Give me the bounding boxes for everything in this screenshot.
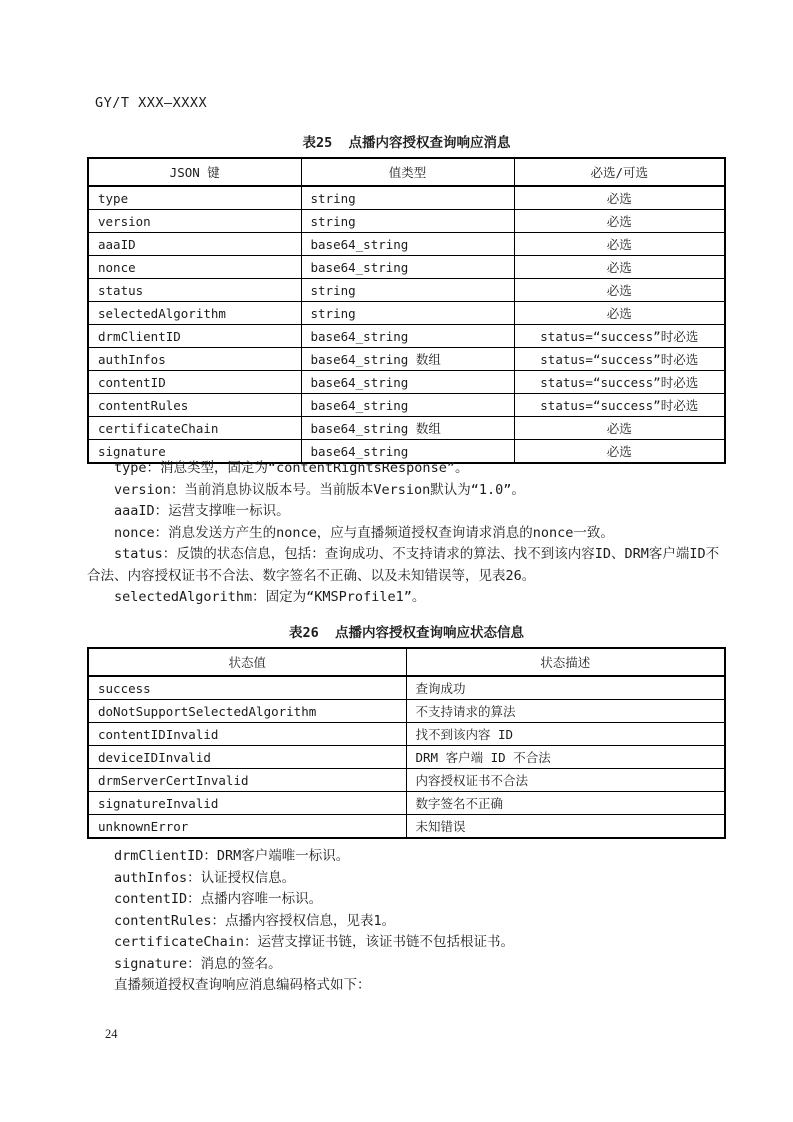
page-number: 24	[105, 1027, 118, 1041]
doc-code-header: GY/T XXX—XXXX	[95, 95, 208, 111]
table-cell: 不支持请求的算法	[406, 700, 725, 723]
note-line: type：消息类型，固定为“contentRightsResponse”。	[114, 460, 469, 476]
table-cell: 必选	[514, 186, 725, 210]
table-cell: drmServerCertInvalid	[88, 769, 406, 792]
table-cell: 必选	[514, 417, 725, 440]
table-row	[88, 792, 725, 815]
table-cell: 必选	[514, 233, 725, 256]
table-cell: status=“success”时必选	[514, 348, 725, 371]
table-row	[88, 676, 725, 700]
table26-body	[88, 676, 725, 838]
table-cell: aaaID	[88, 233, 301, 256]
table-row	[88, 700, 725, 723]
table-cell: selectedAlgorithm	[88, 302, 301, 325]
column-header-value-type: 值类型	[301, 158, 514, 186]
table25-caption	[87, 131, 726, 151]
table-cell: 必选	[514, 256, 725, 279]
header-row	[88, 648, 725, 676]
note-line: selectedAlgorithm：固定为“KMSProfile1”。	[114, 589, 426, 605]
table-row	[88, 279, 725, 302]
table-cell: type	[88, 186, 301, 210]
table-cell: string	[301, 210, 514, 233]
table26-title: 点播内容授权查询响应状态信息	[334, 625, 524, 641]
note-line: 直播频道授权查询响应消息编码格式如下：	[114, 977, 371, 993]
table-cell: contentIDInvalid	[88, 723, 406, 746]
table-row	[88, 302, 725, 325]
table-cell: certificateChain	[88, 417, 301, 440]
table-cell: authInfos	[88, 348, 301, 371]
table-cell: 必选	[514, 279, 725, 302]
table-cell: deviceIDInvalid	[88, 746, 406, 769]
note-line: aaaID：运营支撑唯一标识。	[114, 503, 290, 519]
table-cell: string	[301, 302, 514, 325]
table-cell: success	[88, 676, 406, 700]
note-line: contentRules：点播内容授权信息，见表1。	[114, 912, 396, 929]
table-cell: base64_string	[301, 233, 514, 256]
table-cell: string	[301, 186, 514, 210]
table-cell: 未知错误	[406, 815, 725, 839]
table-25	[87, 157, 726, 464]
table-row	[88, 815, 725, 839]
column-header-status-desc: 状态描述	[406, 648, 725, 676]
table-row	[88, 186, 725, 210]
table-row	[88, 233, 725, 256]
table25-label: 表25	[302, 135, 333, 151]
table-row	[88, 394, 725, 417]
column-header-required: 必选/可选	[514, 158, 725, 186]
note-line: nonce：消息发送方产生的nonce，应与直播频道授权查询请求消息的nonce一致。	[114, 524, 614, 541]
table-cell: 数字签名不正确	[406, 792, 725, 815]
note-line: status：反馈的状态信息，包括：查询成功、不支持请求的算法、找不到该内容ID、DRM客户端ID不合法、内容授权证书不合法、数字签名不正确、以及未知错误等，见表26。	[87, 546, 720, 584]
table26-caption	[87, 621, 726, 641]
table-cell: doNotSupportSelectedAlgorithm	[88, 700, 406, 723]
table25-body	[88, 186, 725, 463]
note-line: certificateChain：运营支撑证书链，该证书链不包括根证书。	[114, 934, 515, 950]
column-header-status-value: 状态值	[88, 648, 406, 676]
table-cell: drmClientID	[88, 325, 301, 348]
table26-head	[88, 648, 725, 676]
notes-block-2	[87, 846, 728, 997]
table-cell: 查询成功	[406, 676, 725, 700]
table-cell: 内容授权证书不合法	[406, 769, 725, 792]
table-cell: nonce	[88, 256, 301, 279]
table-row	[88, 348, 725, 371]
table-cell: signatureInvalid	[88, 792, 406, 815]
header-row	[88, 158, 725, 186]
table-cell: 必选	[514, 440, 725, 464]
table-row	[88, 256, 725, 279]
table-cell: contentID	[88, 371, 301, 394]
table-cell: status=“success”时必选	[514, 325, 725, 348]
table-cell: string	[301, 279, 514, 302]
table-cell: status	[88, 279, 301, 302]
table-cell: base64_string 数组	[301, 348, 514, 371]
table-cell: 必选	[514, 210, 725, 233]
table-cell: contentRules	[88, 394, 301, 417]
table-row	[88, 723, 725, 746]
table-26	[87, 647, 726, 839]
table-row	[88, 746, 725, 769]
table-cell: 必选	[514, 302, 725, 325]
table-cell: unknownError	[88, 815, 406, 839]
notes-block-1	[87, 458, 728, 609]
table-row	[88, 210, 725, 233]
table-cell: base64_string 数组	[301, 417, 514, 440]
table-row	[88, 325, 725, 348]
table-cell: status=“success”时必选	[514, 371, 725, 394]
table-cell: base64_string	[301, 440, 514, 464]
table-cell: base64_string	[301, 256, 514, 279]
table-row	[88, 769, 725, 792]
table-row	[88, 371, 725, 394]
table26-label: 表26	[289, 625, 319, 641]
table25-title: 点播内容授权查询响应消息	[348, 135, 511, 151]
note-line: version：当前消息协议版本号。当前版本Version默认为“1.0”。	[114, 481, 525, 498]
table-cell: DRM 客户端 ID 不合法	[406, 746, 725, 769]
column-header-json-key: JSON 键	[88, 158, 301, 186]
table-row	[88, 417, 725, 440]
note-line: signature：消息的签名。	[114, 955, 282, 972]
table-cell: signature	[88, 440, 301, 464]
table-cell: base64_string	[301, 371, 514, 394]
note-line: authInfos：认证授权信息。	[114, 869, 296, 886]
table-cell: base64_string	[301, 394, 514, 417]
note-line: contentID：点播内容唯一标识。	[114, 891, 323, 907]
table25-head	[88, 158, 725, 186]
table-cell: status=“success”时必选	[514, 394, 725, 417]
note-line: drmClientID：DRM客户端唯一标识。	[114, 848, 350, 864]
table-cell: 找不到该内容 ID	[406, 723, 725, 746]
table-cell: base64_string	[301, 325, 514, 348]
table-cell: version	[88, 210, 301, 233]
